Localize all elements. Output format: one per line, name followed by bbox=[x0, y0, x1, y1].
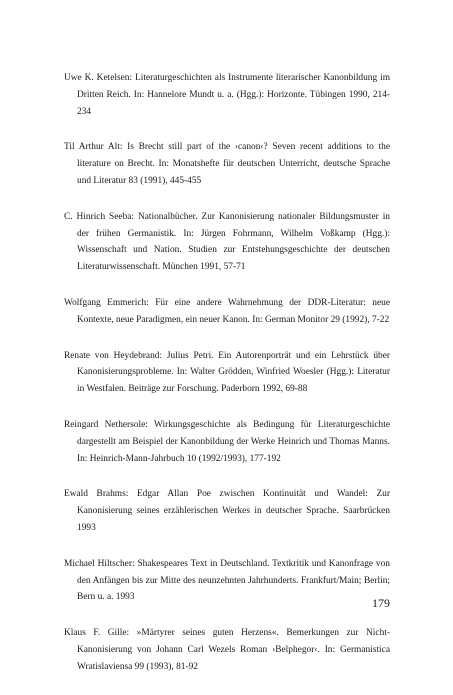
bibliography-entry-seeba: C. Hinrich Seeba: Nationalbücher. Zur Kanonisierung nationaler Bildungsmuster in der frühen Germanistik. In: Jürgen Fohrmann, Wilhelm Voßkamp (Hgg.): Wissenschaft und Nation. Studien zur Entstehungsgeschichte der deutschen Literaturwissenschaft. München 1991, 57-71 bbox=[64, 211, 390, 273]
page-number: 179 bbox=[372, 596, 390, 610]
bibliography-entry-gille: Klaus F. Gille: »Märtyrer seines guten Herzens«. Bemerkungen zur Nicht-Kanonisierung von Johann Carl Wezels Roman ›Belphegor‹. In: Germanistica Wratislaviensa 99 (1993), 81-92 bbox=[64, 628, 390, 672]
bibliography-entry-ketelsen: Uwe K. Ketelsen: Literaturgeschichten als Instrumente literarischer Kanonbildung im Dritten Reich. In: Hannelore Mundt u. a. (Hgg.): Horizonte. Tübingen 1990, 214-234 bbox=[64, 73, 390, 117]
bibliography-entry-alt: Til Arthur Alt: Is Brecht still part of the ›canon‹? Seven recent additions to the literature on Brecht. In: Monatshefte für deutschen Unterricht, deutsche Sprache und Literatur 83 (1991), 445-455 bbox=[64, 142, 390, 186]
bibliography-entry-heydebrand: Renate von Heydebrand: Julius Petri. Ein Autorenporträt und ein Lehrstück über Kanonisierungsprobleme. In: Walter Grödden, Winfried Woesler (Hgg.): Literatur in Westfalen. Beiträge zur Forschung. Paderborn 1992, 69-88 bbox=[64, 350, 390, 395]
bibliography-entry-brahms: Ewald Brahms: Edgar Allan Poe zwischen Kontinuität und Wandel: Zur Kanonisierung seines erzählerischen Werkes in deutscher Sprache. Saarbrücken 1993 bbox=[64, 489, 390, 533]
bibliography-entry-hiltscher: Michael Hiltscher: Shakespeares Text in Deutschland. Textkritik und Kanonfrage von den Anfängen bis zur Mitte des neunzehnten Jahrhunderts. Frankfurt/Main; Berlin; Bern u. a. 1993 bbox=[64, 558, 390, 603]
bibliography-entry-nethersole: Reingard Nethersole: Wirkungsgeschichte als Bedingung für Literaturgeschichte dargestellt am Beispiel der Kanonbildung der Werke Heinrich und Thomas Manns. In: Heinrich-Mann-Jahrbuch 10 (1992/1993), 177-192 bbox=[64, 419, 390, 464]
bibliography-entry-emmerich: Wolfgang Emmerich: Für eine andere Wahrnehmung der DDR-Literatur: neue Kontexte, neue Paradigmen, ein neuer Kanon. In: German Monitor 29 (1992), 7-22 bbox=[64, 297, 390, 325]
